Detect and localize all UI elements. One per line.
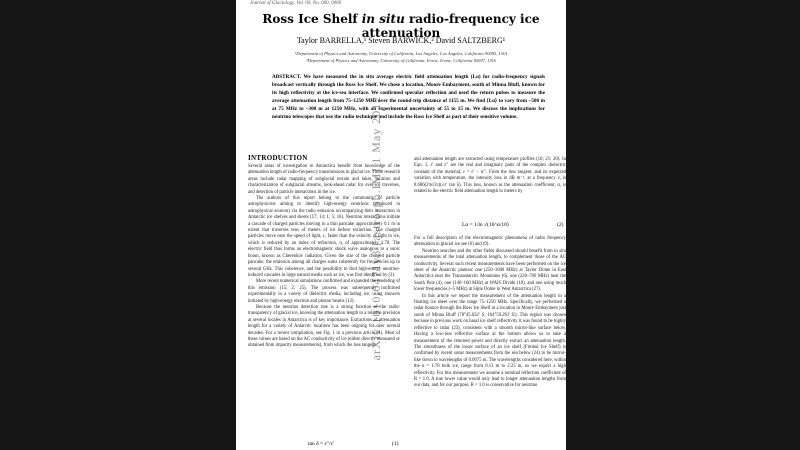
paragraph: More recent numerical simulations confirmed and expanded the modeling of this emission (15; 2; 25). The process was subsequently confirmed experimentally in a variety of dielectric media, including ice, using showers initiated by high-energy electron and photon beams (12). <box>248 279 400 304</box>
paragraph: The authors of this report belong to the community of particle astrophysicists aiming to identify high-energy neutrinos (produced in astrophysical sources) via the radio emission accompanying their interaction in Antarctic ice shelves and sheets (17; 14; 1; 5; 16). Neutrino interactions initiate a cascade of charged particles moving in a thin pancake approximately 0.1 m in extent that traverses tens of meters of ice before extinction. The charged particles move near the speed of light, c, faster than the velocity of light in ice, which is reduced by an index of refraction, n, of approximately 1.78. The electric field thus forms an electromagnetic shock wave analogous to a sonic boom, known as Cherenkov radiation. Given the size of the charged particle pancake, the emission among all charges sums coherently for frequencies up to several GHz. This coherence, and the possibility to find high-energy neutrino-induced cascades in large natural media such as ice, was first identified by (3). <box>248 196 400 278</box>
arxiv-stamp: arXiv:1010.0471v3 [astro-ph.IM] 1 May 2012 <box>369 95 383 361</box>
affiliation-1: ¹Department of Physics and Astronomy, University of California, Los Angeles, Los Angeles, California 90095, USA <box>294 51 508 56</box>
paragraph: In this article we report the measurement of the attenuation length in a floating ice sheet over the range 75–1250 MHz. Specifically, we performed a radar bounce through the Ross Ice Shelf at a location in Moore Embayment just south of Minna Bluff (78°45.022′ S, 164°59.291′ E). This region was chosen because in previous work on basal ice shelf reflectivity it was found to be highly reflective to radar (23), consistent with a smooth mirror-like surface below. Having a low-loss reflective surface at the bottom allows us to take a measurement of the returned power and directly extract an attenuation length. The smoothness of the lower surface of an ice shelf (Fimbul Ice Shelf) is confirmed by recent sonar measurements from the sea below (24) to be mirror-like down to wavelengths of 0.0075 m. The wavelengths considered here, within the n = 1.78 bulk ice, range from 0.13 m to 2.25 m, so we expect a high reflectivity. For this measurement we assume a nominal reflection coefficient of R = 1.0. A true lower value would only lead to longer attenuation lengths from our data, and for our purpose, R = 1.0 is conservative for neutrino <box>414 293 566 389</box>
title-prefix: Ross Ice Shelf <box>262 12 362 26</box>
abstract <box>272 73 545 122</box>
equation-1-number: (1) <box>392 441 399 447</box>
paragraph: and attenuation length are extracted using temperature profiles (10; 21; 20). In Eqn. 1, ε′ and ε″ are the real and imaginary parts of the complex dielectric constant of the material, ε = ε′ − iε″. From the loss tangent, and its expected variation with temperature, the intensity loss in dB m⁻¹, at a frequency ν, is 8.686(2πν/2c)(√ε′ tan δ). This loss, known as the attenuation coefficient, α, is related to the electric field attenuation length in meters by <box>414 157 566 195</box>
right-column-top <box>414 157 566 195</box>
title-italic: in situ <box>361 12 405 26</box>
paragraph: Several areas of investigation in Antarctica benefit from knowledge of the attenuation length of radio-frequency transmissions in glacial ice. These research areas include radar mapping of subglacial terrain and lakes, location and characterization of subglacial streams, look-ahead radar for over-ice traverses, and detection of particle interactions in the ice. <box>248 164 400 195</box>
equation-2: Lα = 1/ln √(10^α/10) <box>462 222 509 228</box>
abstract-text: We have measured the in situ average electric field attenuation length (Lα) for radio-frequency signals broadcast vertically through the Ross Ice Shelf. We chose a location, Moore Embayment, south of Minna Bluff, known for its high reflectivity at the ice-sea interface. We confirmed specular reflection and used the return pulses to measure the average attenuation length from 75–1250 MHz over the round-trip distance of 1155 m. We find ⟨Lα⟩ to vary from ~500 m at 75 MHz to ~300 m at 1250 MHz, with an experimental uncertainty of 55 to 15 m. We discuss the implications for neutrino telescopes that use the radio technique and include the Ross Ice Shelf as part of their sensitive volume. <box>272 74 546 121</box>
equation-1: tan δ = ε″/ε′ <box>308 441 335 447</box>
authors: Taylor BARRELLA,¹ Steven BARWICK,² David SALTZBERG¹ <box>296 36 506 45</box>
section-heading-introduction: INTRODUCTION <box>248 154 308 162</box>
left-column <box>248 164 400 350</box>
paragraph: Neutrino searches and the other fields discussed should benefit from in situ measurements of the total attenuation length, to complement those of the AC conductivity. Several such recent measurements have been performed on the ice sheet of the Antarctic plateau: one (250–1000 MHz) at Taylor Dome in East Antarctica near the Transantarctic Mountains (6), one (220–700 MHz) near the South Pole (4), one (140–160 MHz) at WAIS Divide (18), and one using much lower frequencies (~5 MHz) at Siple Dome in West Antarctica (27). <box>414 248 566 293</box>
affiliation-2: ²Department of Physics and Astronomy, University of California, Irvine, Irvine, California 92697, USA <box>306 58 496 63</box>
equation-2-number: (2) <box>557 222 564 228</box>
paragraph: Because the neutrino detection rate is a strong function of the radio-transparency of glacial ice, knowing the attenuation length to a reliable precision at several locales in Antarctica is of key importance. Extractions of attenuation length for a variety of Antarctic locations has been ongoing for over several decades. For a recent compilation, see Fig. 1 in a previous article (4). Most of these values are based on the AC conductivity of ice (either directly measured or obtained from impurity measurements), from which the loss tangent <box>248 304 400 349</box>
title-suffix: radio-frequency ice attenuation <box>361 12 540 40</box>
right-column-bottom <box>414 236 566 390</box>
abstract-label: ABSTRACT. <box>272 74 302 80</box>
paragraph: For a full description of the electromagnetic phenomena of radio frequency attenuation in glacial ice see (6) and (9). <box>414 236 566 248</box>
journal-header: Journal of Glaciology, Vol. 00, No. 000, 0000 <box>250 1 342 6</box>
